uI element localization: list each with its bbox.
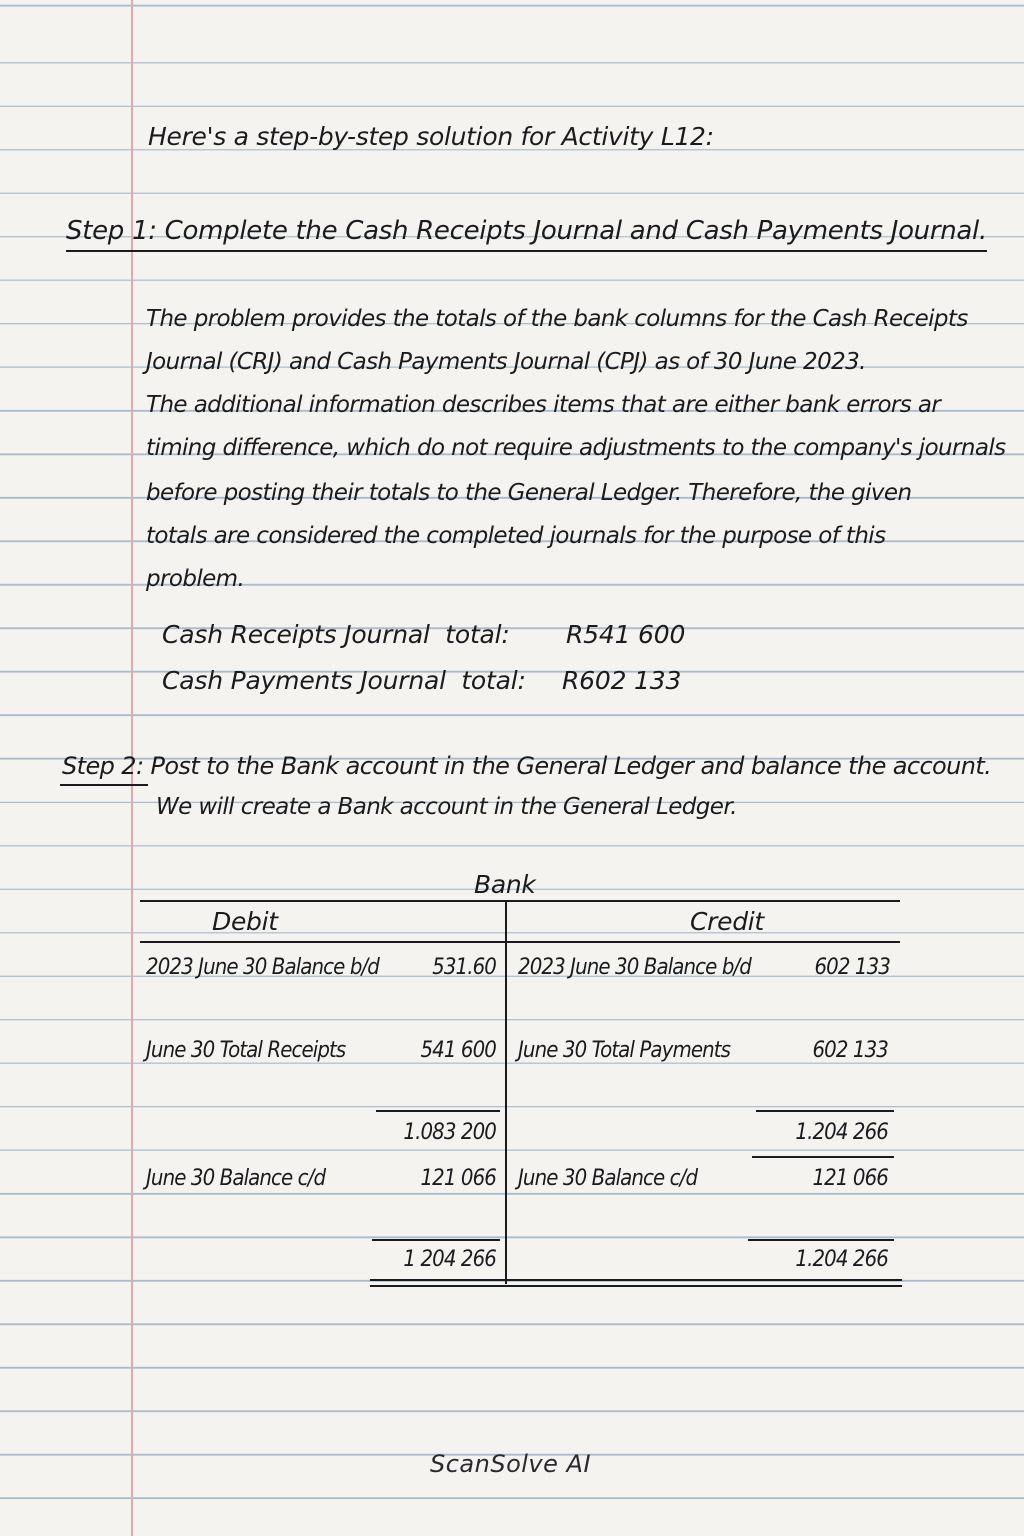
step1-paragraph-line: timing difference, which do not require adjustments to the company's journals	[146, 435, 1006, 461]
credit-total-rule	[748, 1239, 894, 1241]
debit-subtotal-rule	[376, 1110, 500, 1112]
step1-paragraph-line: before posting their totals to the General Ledger. Therefore, the given	[146, 480, 912, 506]
step1-heading: Step 1: Complete the Cash Receipts Journal and Cash Payments Journal.	[66, 216, 987, 252]
debit-receipts-label: June 30 Total Receipts	[146, 1038, 346, 1063]
ledger-top-rule	[140, 900, 900, 902]
debit-opening-amount: 531.60	[432, 955, 496, 980]
credit-balance-cd-label: June 30 Balance c/d	[518, 1166, 698, 1191]
debit-balance-cd-amount: 121 066	[420, 1166, 496, 1191]
step1-paragraph-line: The problem provides the totals of the bank columns for the Cash Receipts	[146, 306, 968, 332]
debit-total: 1 204 266	[403, 1247, 496, 1272]
ledger-double-rule-bottom	[370, 1285, 902, 1287]
step2-underline	[60, 784, 148, 786]
debit-receipts-amount: 541 600	[420, 1038, 496, 1063]
step2-subtext: We will create a Bank account in the General Ledger.	[156, 794, 737, 820]
credit-opening-amount: 602 133	[814, 955, 890, 980]
debit-opening-label: 2023 June 30 Balance b/d	[146, 955, 379, 980]
crj-total-value: R541 600	[566, 620, 686, 649]
cpj-total-label: Cash Payments Journal total:	[162, 666, 526, 695]
step1-paragraph-line: problem.	[146, 566, 245, 592]
ledger-double-rule-top	[370, 1279, 902, 1281]
credit-subtotal: 1.204 266	[795, 1120, 888, 1145]
ledger-header-rule	[140, 941, 900, 943]
credit-total: 1.204 266	[795, 1247, 888, 1272]
credit-header: Credit	[690, 907, 764, 936]
debit-subtotal: 1.083 200	[403, 1120, 496, 1145]
credit-payments-label: June 30 Total Payments	[518, 1038, 731, 1063]
debit-header: Debit	[212, 907, 278, 936]
step1-paragraph-line: The additional information describes items that are either bank errors ar	[146, 392, 941, 418]
credit-subtotal-rule	[756, 1110, 894, 1112]
step1-paragraph-line: Journal (CRJ) and Cash Payments Journal (CPJ) as of 30 June 2023.	[146, 349, 866, 375]
step1-paragraph-line: totals are considered the completed journals for the purpose of this	[146, 523, 886, 549]
ledger-center-rule	[505, 902, 507, 1284]
credit-balance-cd-amount: 121 066	[812, 1166, 888, 1191]
credit-payments-amount: 602 133	[812, 1038, 888, 1063]
crj-total-label: Cash Receipts Journal total:	[162, 620, 510, 649]
debit-balance-cd-label: June 30 Balance c/d	[146, 1166, 326, 1191]
credit-subtotal-underline	[752, 1156, 894, 1158]
step2-heading: Step 2: Post to the Bank account in the General Ledger and balance the account.	[62, 752, 992, 780]
intro-text: Here's a step-by-step solution for Activity L12:	[148, 122, 714, 151]
cpj-total-value: R602 133	[562, 666, 682, 695]
footer-brand: ScanSolve AI	[430, 1450, 592, 1478]
ledger-title: Bank	[474, 870, 536, 899]
debit-total-rule	[372, 1239, 500, 1241]
credit-opening-label: 2023 June 30 Balance b/d	[518, 955, 751, 980]
